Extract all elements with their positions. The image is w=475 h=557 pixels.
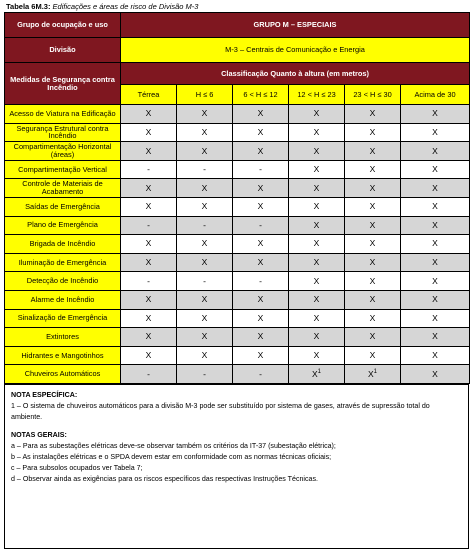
requirement-cell: X	[401, 216, 470, 235]
table-row	[5, 272, 470, 291]
requirement-cell: X	[121, 309, 177, 328]
column-header-1: H ≤ 6	[177, 85, 233, 105]
requirement-cell: X	[345, 253, 401, 272]
requirement-mark: X	[367, 369, 374, 380]
requirement-cell: X	[401, 160, 470, 179]
general-note-c: c – Para subsolos ocupados ver Tabela 7;	[11, 463, 143, 472]
requirement-cell: X	[289, 309, 345, 328]
requirement-cell: X	[121, 290, 177, 309]
requirement-cell: X	[121, 346, 177, 365]
requirement-cell: X	[401, 105, 470, 124]
specific-note-title: NOTA ESPECÍFICA:	[11, 391, 78, 399]
table-row	[5, 328, 470, 347]
requirement-cell: X	[233, 123, 289, 142]
note-reference: 1	[317, 369, 321, 376]
requirement-cell: -	[177, 272, 233, 291]
column-header-3: 12 < H ≤ 23	[289, 85, 345, 105]
requirement-cell: X	[289, 272, 345, 291]
table-row	[5, 290, 470, 309]
requirement-cell: X	[345, 235, 401, 254]
requirement-cell: X	[289, 216, 345, 235]
table-row	[5, 346, 470, 365]
general-note-a: a – Para as subestações elétricas deve-se observar também os critérios da IT-37 (subestação elétrica);	[11, 441, 336, 450]
requirement-cell: -	[233, 272, 289, 291]
requirement-cell: X	[345, 309, 401, 328]
requirement-cell: X	[289, 179, 345, 198]
row-label: Brigada de Incêndio	[5, 235, 121, 254]
row-label: Segurança Estrutural contra Incêndio	[5, 123, 121, 142]
requirement-cell: X	[401, 235, 470, 254]
requirement-cell: X	[177, 253, 233, 272]
row-label: Acesso de Viatura na Edificação	[5, 105, 121, 124]
safety-measures-table	[4, 12, 470, 384]
requirement-cell: X	[121, 123, 177, 142]
requirement-cell: X	[289, 123, 345, 142]
caption-text: Edificações e áreas de risco de Divisão M-3	[50, 2, 199, 11]
requirement-cell: X	[121, 142, 177, 161]
table-body	[5, 13, 470, 384]
requirement-cell: X	[401, 142, 470, 161]
requirement-cell: X	[233, 197, 289, 216]
requirement-cell: X	[345, 142, 401, 161]
requirement-cell: X	[233, 235, 289, 254]
requirement-cell: X	[401, 179, 470, 198]
table-row	[5, 179, 470, 198]
requirement-cell: X	[345, 197, 401, 216]
requirement-cell: X	[289, 197, 345, 216]
requirement-cell: X	[177, 235, 233, 254]
requirement-cell	[289, 365, 345, 384]
requirement-cell: X	[401, 123, 470, 142]
requirement-cell: X	[121, 197, 177, 216]
requirement-cell: X	[177, 197, 233, 216]
requirement-cell: X	[177, 309, 233, 328]
requirement-cell: -	[121, 272, 177, 291]
row-label: Controle de Materiais de Acabamento	[5, 179, 121, 198]
requirement-cell: X	[401, 253, 470, 272]
requirement-cell: -	[233, 160, 289, 179]
notes-box	[4, 384, 469, 549]
requirement-cell: -	[121, 365, 177, 384]
table-row	[5, 365, 470, 384]
requirement-cell: X	[289, 253, 345, 272]
requirement-cell: X	[233, 346, 289, 365]
requirement-cell: X	[177, 105, 233, 124]
table-row	[5, 160, 470, 179]
requirement-cell: X	[233, 179, 289, 198]
requirement-cell: X	[401, 272, 470, 291]
requirement-cell: X	[177, 179, 233, 198]
column-header-0: Térrea	[121, 85, 177, 105]
requirement-cell: X	[345, 272, 401, 291]
requirement-cell: X	[177, 346, 233, 365]
caption-label: Tabela 6M.3:	[6, 2, 51, 11]
requirement-cell: X	[289, 235, 345, 254]
requirement-cell: X	[401, 309, 470, 328]
table-row	[5, 309, 470, 328]
requirement-cell: X	[345, 290, 401, 309]
requirement-cell: X	[289, 160, 345, 179]
division-row	[5, 38, 470, 63]
requirement-cell: X	[289, 105, 345, 124]
requirement-cell: X	[177, 142, 233, 161]
requirement-cell: X	[289, 328, 345, 347]
requirement-cell: X	[345, 123, 401, 142]
row-label: Sinalização de Emergência	[5, 309, 121, 328]
requirement-cell: X	[233, 309, 289, 328]
classification-label: Classificação Quanto à altura (em metros)	[121, 63, 470, 85]
requirement-cell: X	[233, 142, 289, 161]
table-row	[5, 142, 470, 161]
classification-row	[5, 63, 470, 85]
general-note-d: d – Observar ainda as exigências para os riscos específicos das respectivas Instruções Técnicas.	[11, 474, 319, 483]
column-header-2: 6 < H ≤ 12	[233, 85, 289, 105]
row-label: Alarme de Incêndio	[5, 290, 121, 309]
requirement-cell: X	[121, 179, 177, 198]
table-row	[5, 123, 470, 142]
requirement-cell: X	[345, 346, 401, 365]
requirement-cell: X	[401, 328, 470, 347]
occupancy-row	[5, 13, 470, 38]
requirement-cell: X	[401, 346, 470, 365]
requirement-cell: X	[233, 253, 289, 272]
row-label: Extintores	[5, 328, 121, 347]
requirement-cell: -	[121, 216, 177, 235]
requirement-cell: X	[289, 142, 345, 161]
table-row	[5, 235, 470, 254]
requirement-cell: X	[233, 290, 289, 309]
row-label: Compartimentação Vertical	[5, 160, 121, 179]
measures-label: Medidas de Segurança contra Incêndio	[5, 63, 121, 105]
requirement-cell: X	[121, 105, 177, 124]
requirement-mark: X	[311, 369, 318, 380]
requirement-cell: X	[289, 290, 345, 309]
requirement-cell: -	[233, 365, 289, 384]
division-label: Divisão	[5, 38, 121, 63]
general-notes-title: NOTAS GERAIS:	[11, 430, 67, 439]
requirement-cell: X	[177, 328, 233, 347]
requirement-cell: X	[345, 328, 401, 347]
specific-note-1: 1 – O sistema de chuveiros automáticos para a divisão M-3 pode ser substituído por sistema de gases, através de supressão total do ambiente.	[11, 401, 430, 421]
table-caption	[6, 2, 198, 11]
requirement-cell: -	[177, 160, 233, 179]
row-label: Detecção de Incêndio	[5, 272, 121, 291]
column-header-5: Acima de 30	[401, 85, 470, 105]
table-row	[5, 105, 470, 124]
requirement-cell: X	[177, 123, 233, 142]
requirement-cell: X	[401, 197, 470, 216]
requirement-cell: X	[121, 235, 177, 254]
row-label: Plano de Emergência	[5, 216, 121, 235]
requirement-cell: X	[345, 216, 401, 235]
requirement-cell: X	[289, 346, 345, 365]
requirement-cell: X	[345, 179, 401, 198]
occupancy-label: Grupo de ocupação e uso	[5, 13, 121, 38]
requirement-cell: -	[233, 216, 289, 235]
requirement-cell: X	[121, 328, 177, 347]
requirement-cell: -	[177, 216, 233, 235]
requirement-cell: X	[233, 105, 289, 124]
requirement-cell: X	[345, 105, 401, 124]
requirement-cell: X	[401, 290, 470, 309]
requirement-cell: X	[401, 365, 470, 384]
requirement-cell: X	[233, 328, 289, 347]
row-label: Chuveiros Automáticos	[5, 365, 121, 384]
column-header-4: 23 < H ≤ 30	[345, 85, 401, 105]
requirement-cell: X	[345, 160, 401, 179]
requirement-cell: -	[121, 160, 177, 179]
table-row	[5, 216, 470, 235]
row-label: Compartimentação Horizontal (áreas)	[5, 142, 121, 161]
table-row	[5, 253, 470, 272]
table-row	[5, 197, 470, 216]
division-value: M-3 – Centrais de Comunicação e Energia	[121, 38, 470, 63]
row-label: Hidrantes e Mangotinhos	[5, 346, 121, 365]
general-note-b: b – As instalações elétricas e o SPDA devem estar em conformidade com as normas técnicas oficiais;	[11, 452, 332, 461]
requirement-cell: X	[121, 253, 177, 272]
requirement-cell: X	[177, 290, 233, 309]
requirement-cell	[345, 365, 401, 384]
requirement-cell: -	[177, 365, 233, 384]
row-label: Iluminação de Emergência	[5, 253, 121, 272]
row-label: Saídas de Emergência	[5, 197, 121, 216]
note-reference: 1	[373, 369, 377, 376]
occupancy-value: GRUPO M – ESPECIAIS	[121, 13, 470, 38]
